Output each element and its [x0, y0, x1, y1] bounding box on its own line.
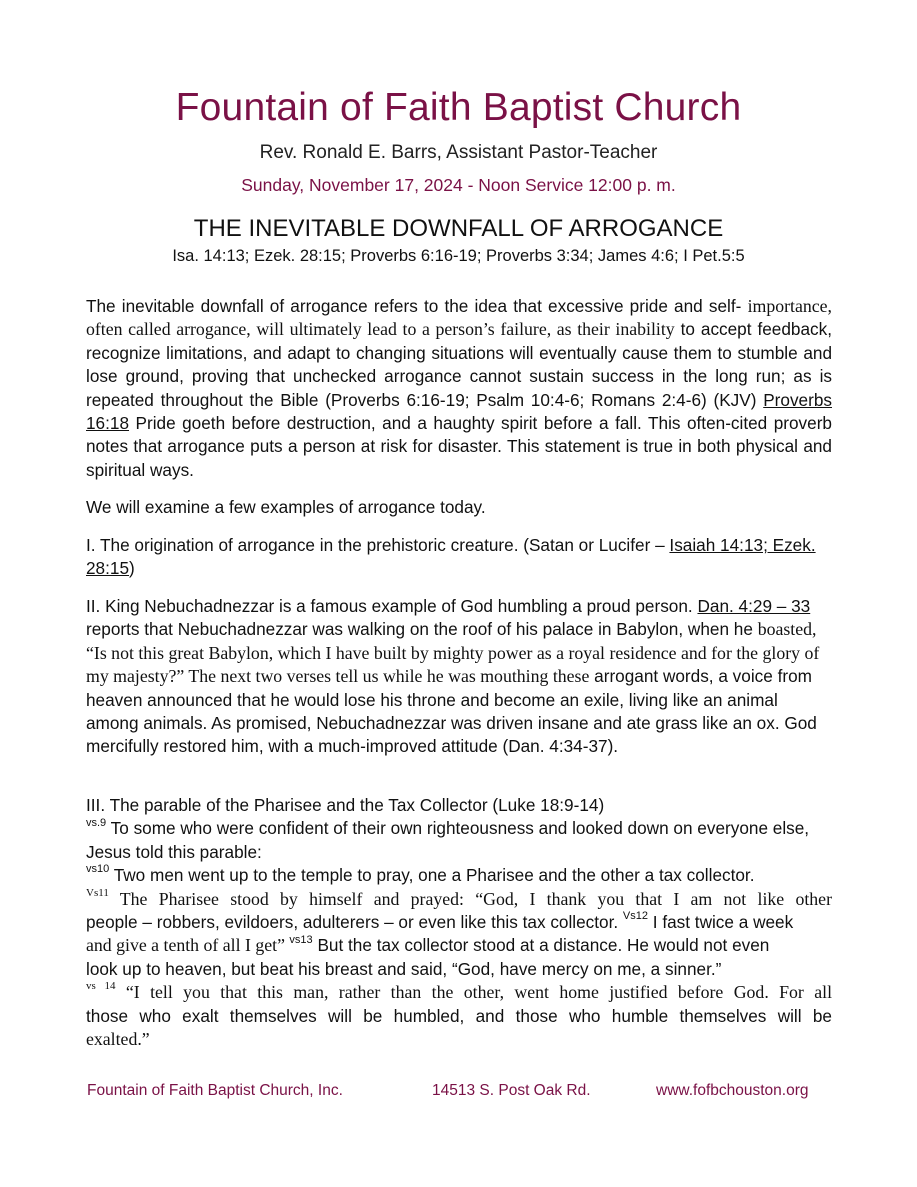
examples-intro: We will examine a few examples of arrogance today. [86, 497, 486, 517]
verse-12-text-a: I fast twice a week [648, 912, 794, 933]
point-one-text: I. The origination of arrogance in the prehistoric creature. (Satan or Lucifer – [86, 535, 670, 555]
point-one [86, 534, 832, 581]
verse-12-label: Vs12 [622, 910, 648, 923]
pastor-line: Rev. Ronald E. Barrs, Assistant Pastor-Teacher [259, 142, 658, 163]
verse-14-text-a: “I tell you that this man, rather than the other, went home justified before God. For all [115, 982, 833, 1003]
scripture-references: Isa. 14:13; Ezek. 28:15; Proverbs 6:16-19; Proverbs 3:34; James 4:6; I Pet.5:5 [172, 247, 745, 265]
verse-14-line1 [86, 981, 832, 1004]
point-two-text1: reports that Nebuchadnezzar was walking on the roof of his palace in Babylon, when he [86, 619, 753, 640]
point-three [86, 794, 832, 1051]
church-name: Fountain of Faith Baptist Church [175, 86, 742, 129]
point-two-text2: arrogant words, a voice from heaven announced that he would lose his throne and become an exile, living like an animal among animals. As promised, Nebuchadnezzar was driven insane and ate grass like an ox. God mercifully restored him, with a much-improved attitude (Dan. 4:34-37). [86, 666, 817, 757]
point-three-heading: III. The parable of the Pharisee and the Tax Collector (Luke 18:9-14) [86, 795, 605, 815]
footer-address: 14513 S. Post Oak Rd. [432, 1082, 591, 1099]
service-time: Sunday, November 17, 2024 - Noon Service 12:00 p. m. [241, 175, 676, 195]
verse-9-label: vs.9 [86, 816, 107, 829]
verse-11-line1 [86, 888, 832, 911]
verse-11-text-a: The Pharisee stood by himself and prayed: “God, I thank you that I am not like other [108, 888, 832, 909]
verse-13-text-a: But the tax collector stood at a distance. He would not even [312, 935, 770, 956]
intro-part2: importance, often called arrogance, will ultimately lead to a person’s failure, as their inability [86, 296, 832, 340]
verse-9 [86, 817, 832, 864]
verse-11-text-b: people – robbers, evildoers, adulterers – or even like this tax collector. [86, 912, 623, 933]
verse-12-line2 [86, 934, 832, 957]
verse-14-line2: those who exalt themselves will be humbled, and those who humble themselves will be [86, 1005, 832, 1026]
verse-11-line2 [86, 911, 832, 934]
intro-part4: Pride goeth before destruction, and a haughty spirit before a fall. This often-cited proverb notes that arrogance puts a person at risk for disaster. This statement is true in both physical and spiritual ways. [86, 413, 832, 480]
verse-10 [86, 864, 832, 887]
point-two-lead: II. King Nebuchadnezzar is a famous example of God humbling a proud person. [86, 596, 698, 616]
verse-12-text-b: and give a tenth of all I get” [86, 935, 290, 956]
verse-10-label: vs10 [86, 863, 110, 876]
intro-part1: The inevitable downfall of arrogance refers to the idea that excessive pride and self- [86, 296, 742, 316]
point-one-ref: Isaiah 14:13; Ezek. 28:15 [86, 535, 816, 579]
footer-website[interactable]: www.fofbchouston.org [656, 1082, 809, 1099]
verse-13-line2 [86, 958, 832, 981]
proverbs-16-18-ref: Proverbs 16:18 [86, 389, 832, 434]
verse-13-label: vs13 [289, 933, 313, 946]
verse-10-text: Two men went up to the temple to pray, one a Pharisee and the other a tax collector. [109, 865, 755, 886]
verse-11-label: Vs11 [86, 886, 109, 899]
intro-part3: to accept feedback, recognize limitations, and adapt to changing situations will eventually cause them to stumble and lose ground, proving that unchecked arrogance cannot sustain success in the long run; as is repeated throughout the Bible (Proverbs 6:16-19; Psalm 10:4-6; Romans 2:4-6) (KJV) [86, 319, 832, 410]
footer-organization: Fountain of Faith Baptist Church, Inc. [87, 1082, 343, 1099]
verse-9-text: To some who were confident of their own righteousness and looked down on everyone else, Jesus told this parable: [86, 818, 810, 862]
intro-paragraph [86, 295, 832, 482]
point-two-ref: Dan. 4:29 – 33 [697, 596, 811, 616]
point-two [86, 595, 832, 759]
verse-14-line3: exalted.” [86, 1029, 150, 1050]
point-two-quote: boasted, “Is not this great Babylon, which I have built by mighty power as a royal residence and for the glory of my majesty?” The next two verses tell us while he was mouthing these [86, 619, 820, 687]
sermon-title: THE INEVITABLE DOWNFALL OF ARROGANCE [193, 215, 724, 242]
verse-14-label: vs 14 [86, 980, 116, 993]
point-one-close: ) [129, 558, 135, 579]
verse-13-text-b: look up to heaven, but beat his breast and said, “God, have mercy on me, a sinner.” [86, 958, 722, 979]
